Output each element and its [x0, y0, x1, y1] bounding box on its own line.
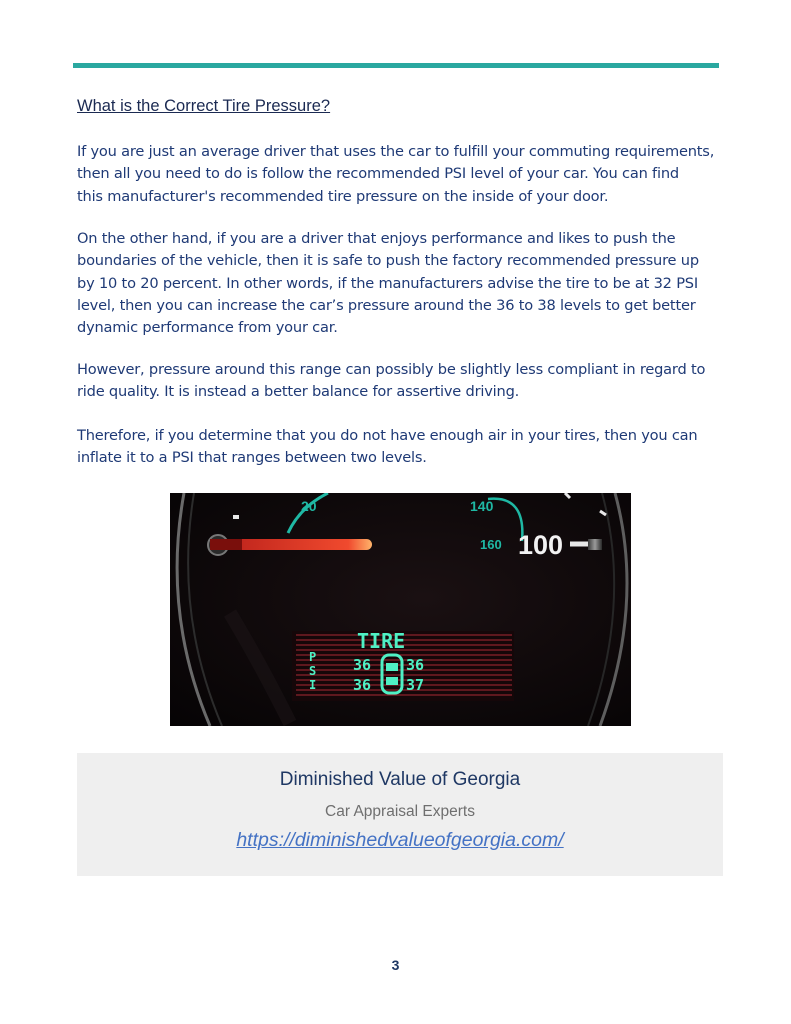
speed-label-160: 160	[480, 537, 502, 552]
lcd-psi-i: I	[309, 678, 317, 692]
paragraph-line: level, then you can increase the car’s pressure around the 36 to 38 levels to get better	[77, 296, 696, 314]
footer-contact-box	[77, 753, 723, 876]
lcd-front-left-value: 36	[353, 656, 372, 674]
paragraph-line: On the other hand, if you are a driver that enjoys performance and likes to push the	[77, 230, 676, 247]
company-name: Diminished Value of Georgia	[279, 769, 521, 790]
paragraph-line: Therefore, if you determine that you do not have enough air in your tires, then you can	[77, 427, 698, 444]
section-heading: What is the Correct Tire Pressure?	[77, 97, 331, 115]
lcd-psi-s: S	[309, 664, 317, 678]
lcd-front-right-value: 36	[406, 656, 425, 674]
lcd-title-tire: TIRE	[357, 629, 406, 653]
top-accent-rule	[73, 63, 719, 68]
paragraph-line: boundaries of the vehicle, then it is safe to push the factory recommended pressure up	[77, 252, 699, 270]
speed-label-20: 20	[301, 498, 317, 514]
paragraph-conclusion	[77, 425, 737, 470]
paragraph-line: this manufacturer's recommended tire pressure on the inside of your door.	[77, 187, 609, 205]
lcd-psi-p: P	[309, 650, 317, 664]
needle-base	[210, 539, 242, 550]
dashboard-tire-pressure-photo	[170, 493, 631, 726]
paragraph-line: dynamic performance from your car.	[77, 319, 338, 337]
speed-label-140: 140	[470, 498, 494, 514]
paragraph-ride-quality	[77, 359, 737, 404]
website-link[interactable]: https://diminishedvalueofgeorgia.com/	[236, 829, 564, 851]
paragraph-performance	[77, 228, 737, 339]
right-tick-cap	[588, 539, 602, 550]
paragraph-line: by 10 to 20 percent. In other words, if the manufacturers advise the tire to be at 32 PSI	[77, 274, 698, 292]
lcd-rear-right-value: 37	[406, 676, 425, 694]
lcd-rear-left-value: 36	[353, 676, 372, 694]
page-number: 3	[391, 957, 400, 973]
paragraph-line: However, pressure around this range can possibly be slightly less compliant in regard to	[77, 361, 706, 378]
paragraph-commuting	[77, 141, 737, 208]
paragraph-line: then all you need to do is follow the recommended PSI level of your car. You can find	[77, 165, 679, 183]
speed-label-100: 100	[518, 530, 564, 560]
company-tagline: Car Appraisal Experts	[325, 803, 475, 820]
lcd-tire-pressure-panel	[292, 629, 514, 701]
paragraph-line: If you are just an average driver that uses the car to fulfill your commuting requirements,	[77, 143, 715, 160]
paragraph-line: inflate it to a PSI that ranges between two levels.	[77, 449, 427, 467]
paragraph-line: ride quality. It is instead a better balance for assertive driving.	[77, 383, 520, 401]
